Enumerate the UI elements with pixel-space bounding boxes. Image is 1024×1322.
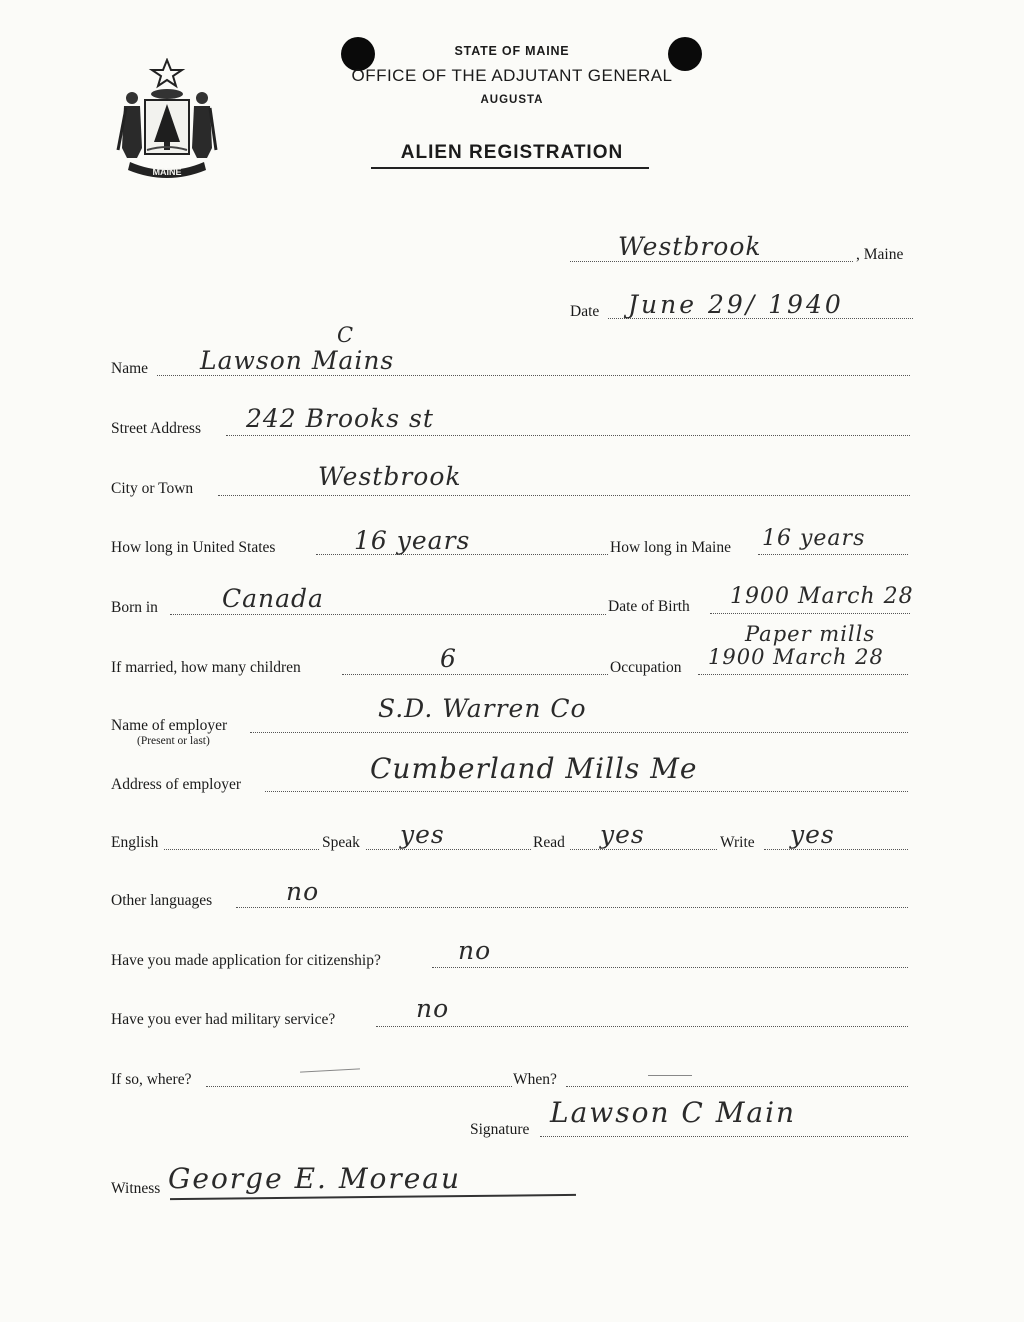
speak-label: Speak (322, 834, 360, 851)
when-dash (648, 1075, 692, 1076)
english-label: English (111, 834, 159, 851)
employer-line (250, 732, 908, 733)
date-label: Date (570, 303, 600, 320)
military-value: no (416, 994, 450, 1023)
title-underline (371, 167, 649, 169)
maine-label: How long in Maine (610, 539, 731, 556)
occupation-value-line2: 1900 March 28 (708, 645, 884, 669)
write-label: Write (720, 834, 755, 851)
speak-line (366, 849, 531, 850)
signature-label: Signature (470, 1121, 530, 1138)
employer-sub-label: (Present or last) (137, 735, 210, 747)
read-label: Read (533, 834, 565, 851)
other-languages-label: Other languages (111, 892, 213, 909)
children-label: If married, how many children (111, 659, 301, 676)
dob-line (710, 613, 910, 614)
citizenship-value: no (458, 936, 492, 965)
city-value: Westbrook (318, 462, 462, 491)
other-languages-value: no (286, 877, 320, 906)
place-value: Westbrook (618, 232, 762, 261)
date-value: June 29/ 1940 (628, 290, 844, 319)
where-dash (300, 1068, 360, 1072)
city-line (218, 495, 910, 496)
us-value: 16 years (354, 526, 471, 555)
header-city: AUGUSTA (480, 94, 544, 106)
read-value: yes (600, 820, 645, 849)
us-label: How long in United States (111, 539, 276, 556)
citizenship-line (432, 967, 908, 968)
occupation-line (698, 674, 908, 675)
speak-value: yes (400, 820, 445, 849)
name-label: Name (111, 360, 149, 377)
city-label: City or Town (111, 480, 194, 497)
military-label: Have you ever had military service? (111, 1011, 336, 1028)
where-line (206, 1086, 512, 1087)
place-line (570, 261, 853, 262)
name-line (157, 375, 910, 376)
employer-address-label: Address of employer (111, 776, 241, 793)
english-line (164, 849, 319, 850)
when-label: When? (513, 1071, 557, 1088)
other-languages-line (236, 907, 908, 908)
signature-value: Lawson C Main (550, 1096, 797, 1129)
signature-line (540, 1136, 908, 1137)
street-label: Street Address (111, 420, 201, 437)
header-office: OFFICE OF THE ADJUTANT GENERAL (351, 66, 673, 85)
children-line (342, 674, 608, 675)
occupation-label: Occupation (610, 659, 682, 676)
write-line (764, 849, 908, 850)
street-line (226, 435, 910, 436)
dob-value: 1900 March 28 (730, 584, 914, 609)
employer-label: Name of employer (111, 717, 228, 734)
dob-label: Date of Birth (608, 598, 690, 615)
form-title: ALIEN REGISTRATION (400, 142, 624, 163)
place-suffix: , Maine (856, 246, 904, 263)
occupation-value-line1: Paper mills (745, 622, 876, 646)
name-initial: C (337, 323, 355, 347)
born-label: Born in (111, 599, 158, 616)
citizenship-label: Have you made application for citizenship? (111, 952, 381, 969)
street-value: 242 Brooks st (246, 404, 434, 433)
employer-value: S.D. Warren Co (378, 694, 587, 723)
born-value: Canada (222, 584, 324, 613)
header-state: STATE OF MAINE (454, 44, 570, 58)
where-label: If so, where? (111, 1071, 192, 1088)
write-value: yes (790, 820, 835, 849)
witness-value: George E. Moreau (168, 1162, 462, 1195)
maine-line (758, 554, 908, 555)
read-line (570, 849, 717, 850)
maine-value: 16 years (762, 526, 866, 551)
born-line (170, 614, 606, 615)
name-value: Lawson Mains (200, 346, 395, 375)
seal-text: MAINE (152, 167, 182, 177)
military-line (376, 1026, 908, 1027)
employer-address-line (265, 791, 908, 792)
children-value: 6 (440, 644, 457, 673)
witness-label: Witness (111, 1180, 161, 1197)
employer-address-value: Cumberland Mills Me (370, 752, 698, 785)
when-line (566, 1086, 908, 1087)
